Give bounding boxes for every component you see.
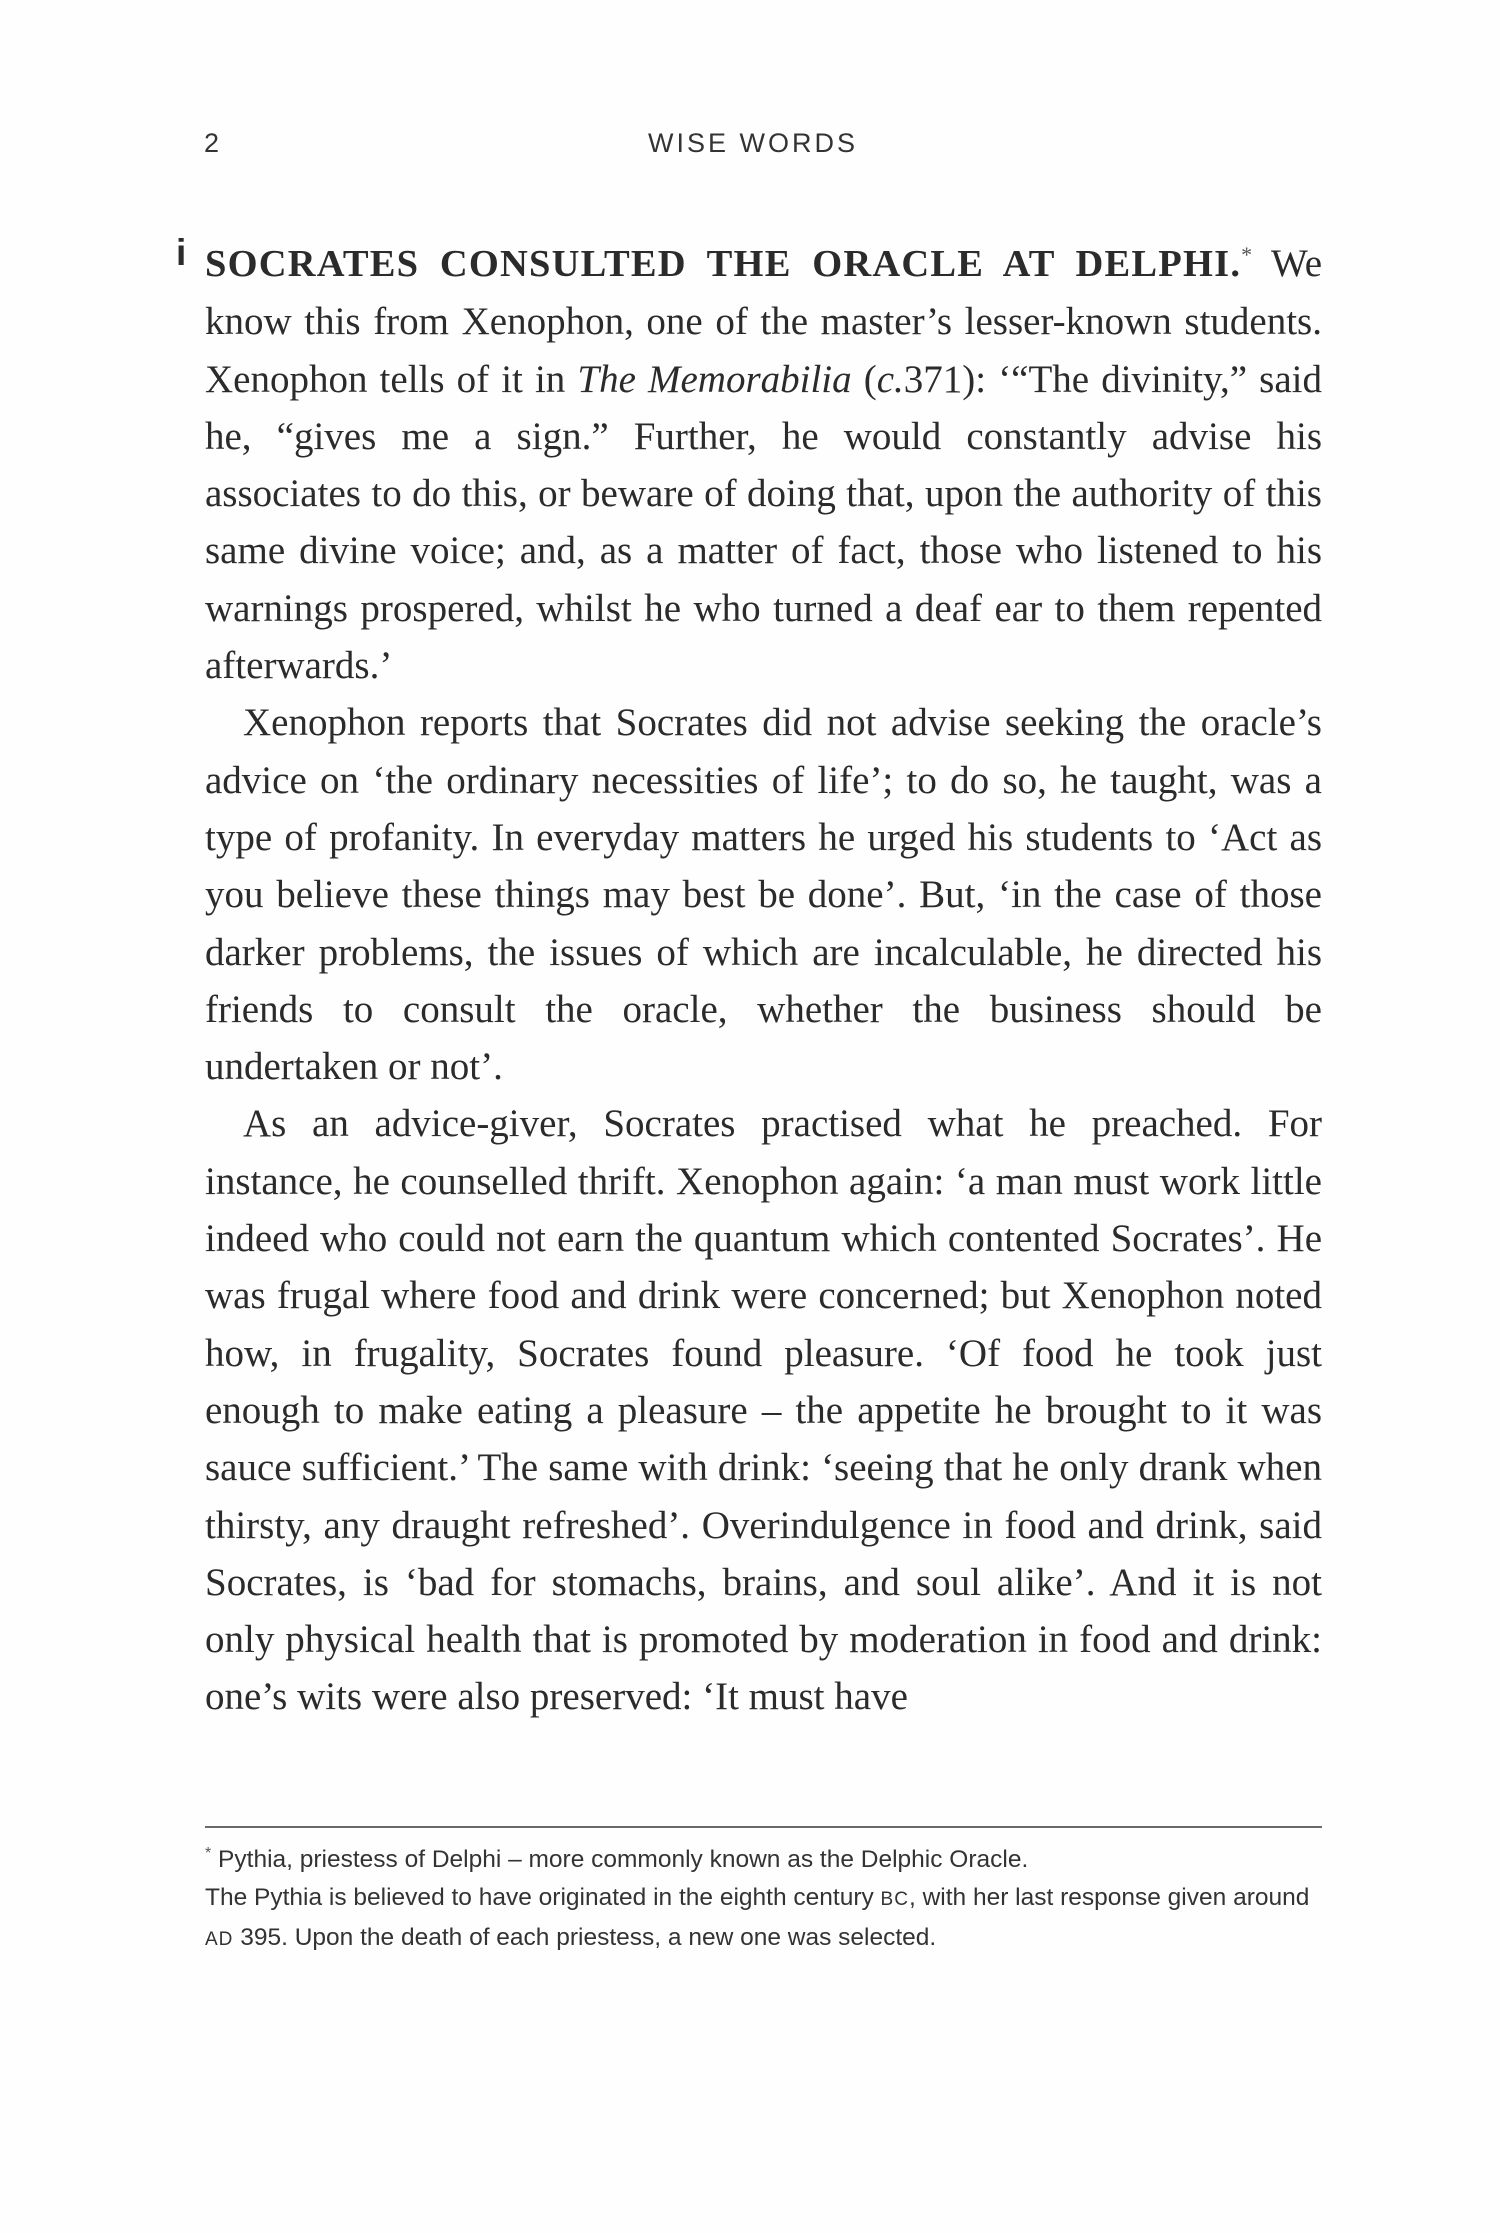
footnote-text-2a: The Pythia is believed to have originated in the eighth century: [205, 1884, 881, 1911]
section-heading: SOCRATES CONSULTED THE ORACLE AT DELPHI.: [205, 243, 1242, 285]
footnote: [205, 1841, 1322, 1959]
paragraph-1: [205, 235, 1322, 694]
footnote-text-2c: 395. Upon the death of each priestess, a new one was selected.: [233, 1924, 937, 1951]
footnote-text-1: Pythia, priestess of Delphi – more commonly known as the Delphic Oracle.: [211, 1846, 1029, 1873]
book-title: The Memorabilia: [577, 357, 852, 401]
footnote-rule: [205, 1826, 1322, 1828]
footnote-reference: *: [1241, 242, 1253, 267]
paragraph-3: As an advice-giver, Socrates practised what he preached. For instance, he counselled thrift. Xenophon again: ‘a man must work little indeed who could not earn the quantum which contented Socrates’. He was frugal where food and drink were concerned; but Xenophon noted how, in frugality, Socrates found pleasure. ‘Of food he took just enough to make eating a pleasure – the appetite he brought to it was sauce sufficient.’ The same with drink: ‘seeing that he only drank when thirsty, any draught refreshed’. Overindulgence in food and drink, said Socrates, is ‘bad for stomachs, brains, and soul alike’. And it is not only physical health that is promoted by moderation in food and drink: one’s wits were also preserved: ‘It must have: [205, 1102, 1322, 1719]
circa-abbreviation: c.: [876, 357, 904, 401]
paragraph-1-text-b: (: [851, 357, 877, 401]
footnote-line-1: [205, 1841, 1322, 1879]
paragraph-1-text-c: 371): ‘“The divinity,” said he, “gives me a sign.” Further, he would constantly advise his associates to do this, or beware of doing that, upon the authority of this same divine voice; and, as a matter of fact, those who listened to his warnings prospered, whilst he who turned a deaf ear to them repented afterwards.’: [205, 357, 1322, 688]
paragraph-1-text-a: We know this from Xenophon, one of the master’s lesser-known students. Xenophon tells of it in: [205, 242, 1322, 401]
page-number: 2: [204, 128, 220, 158]
bc-abbreviation: BC: [880, 1889, 909, 1910]
footnote-marker: *: [205, 1844, 212, 1862]
ad-abbreviation: AD: [205, 1929, 234, 1950]
running-head: [0, 128, 1500, 168]
body-text: [205, 235, 1322, 1726]
running-title: WISE WORDS: [648, 128, 858, 158]
paragraph-2: Xenophon reports that Socrates did not advise seeking the oracle’s advice on ‘the ordinary necessities of life’; to do so, he taught, was a type of profanity. In everyday matters he urged his students to ‘Act as you believe these things may best be done’. But, ‘in the case of those darker problems, the issues of which are incalculable, he directed his friends to consult the oracle, whether the business should be undertaken or not’.: [205, 701, 1322, 1089]
section-marker: i: [176, 232, 187, 273]
footnote-text-2b: , with her last response given around: [908, 1884, 1310, 1911]
footnote-line-2: [205, 1879, 1322, 1959]
